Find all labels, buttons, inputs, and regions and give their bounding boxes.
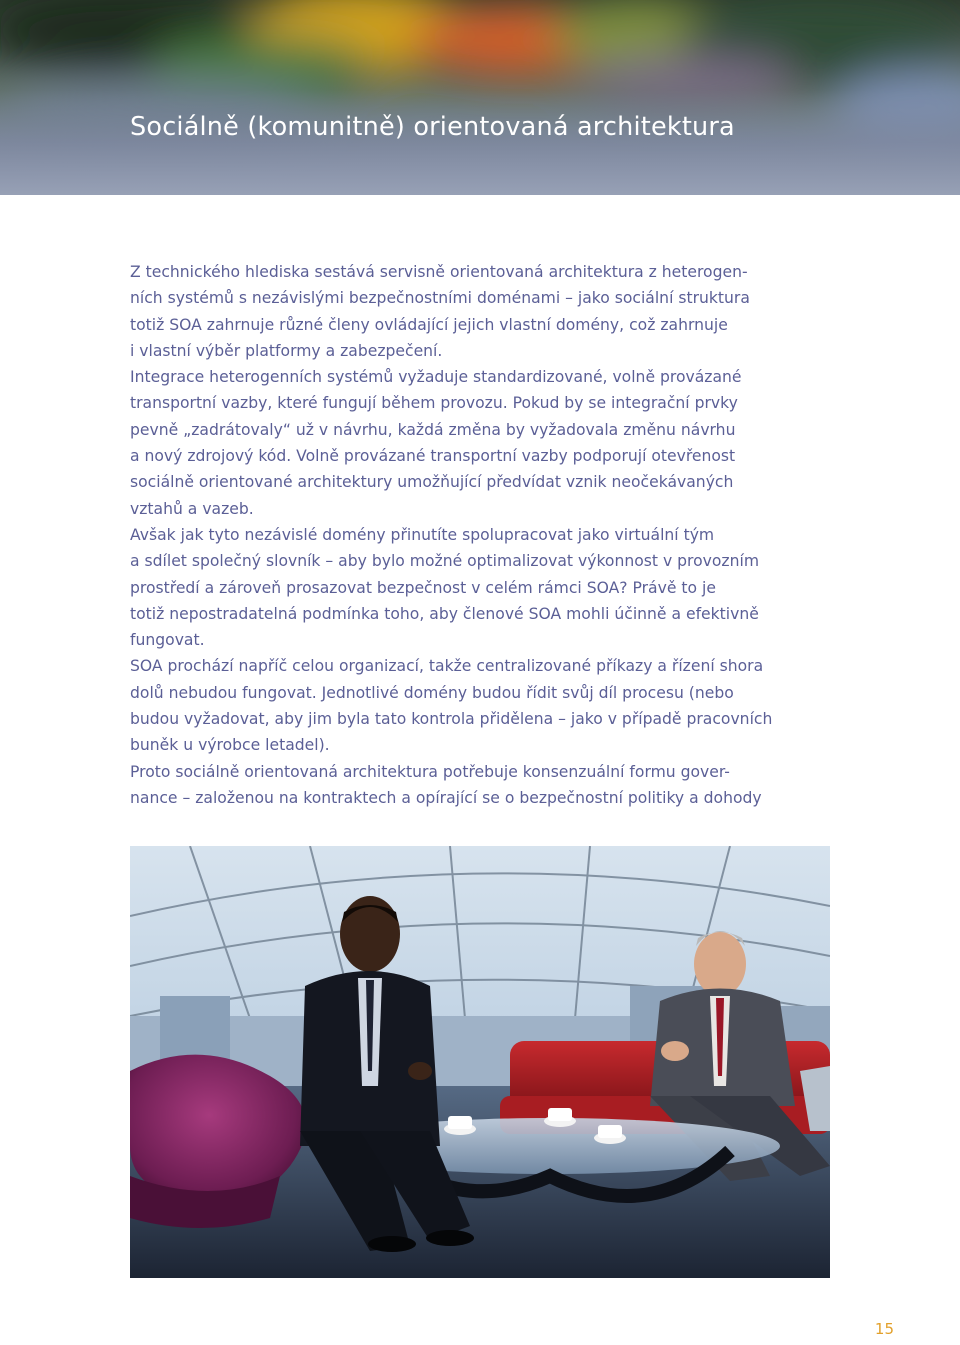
body-line: fungovat. (130, 631, 205, 650)
body-line: buněk u výrobce letadel). (130, 736, 330, 755)
body-line: Avšak jak tyto nezávislé domény přinutíte spolupracovat jako virtuální tým (130, 525, 715, 544)
body-line: totiž nepostradatelná podmínka toho, aby členové SOA mohli účinně a efektivně (130, 604, 759, 623)
body-line: a sdílet společný slovník – aby bylo možné optimalizovat výkonnost v provozním (130, 552, 760, 571)
page-title: Sociálně (komunitně) orientovaná architektura (130, 112, 735, 142)
body-line: Z technického hlediska sestává servisně orientovaná architektura z heterogen- (130, 263, 748, 281)
body-line: Integrace heterogenních systémů vyžaduje standardizované, volně provázané (130, 368, 742, 387)
article-body (130, 259, 840, 811)
page-number: 15 (874, 1320, 894, 1338)
body-line: pevně „zadrátovaly“ už v návrhu, každá změna by vyžadovala změnu návrhu (130, 420, 736, 439)
body-line: dolů nebudou fungovat. Jednotlivé domény budou řídit svůj díl procesu (nebo (130, 683, 734, 702)
body-line: Proto sociálně orientovaná architektura potřebuje konsenzuální formu gover- (130, 762, 730, 781)
body-line: prostředí a zároveň prosazovat bezpečnost v celém rámci SOA? Právě to je (130, 578, 716, 597)
body-line: vztahů a vazeb. (130, 499, 254, 518)
body-line: a nový zdrojový kód. Volně provázané transportní vazby podporují otevřenost (130, 447, 736, 466)
banner-photo (0, 0, 960, 195)
header-banner (0, 0, 960, 195)
body-line: nance – založenou na kontraktech a opírající se o bezpečnostní politiky a dohody (130, 788, 762, 807)
body-line: budou vyžadovat, aby jim byla tato kontrola přidělena – jako v případě pracovních (130, 710, 773, 729)
body-line: SOA prochází napříč celou organizací, takže centralizované příkazy a řízení shora (130, 657, 764, 676)
business-meeting-photo (130, 846, 830, 1278)
body-line: transportní vazby, které fungují během provozu. Pokud by se integrační prvky (130, 394, 738, 413)
body-line: i vlastní výběr platformy a zabezpečení. (130, 341, 443, 360)
body-line: ních systémů s nezávislými bezpečnostními doménami – jako sociální struktura (130, 289, 750, 308)
body-line: totiž SOA zahrnuje různé členy ovládající jejich vlastní domény, což zahrnuje (130, 315, 728, 334)
body-line: sociálně orientované architektury umožňující předvídat vznik neočekávaných (130, 473, 734, 492)
